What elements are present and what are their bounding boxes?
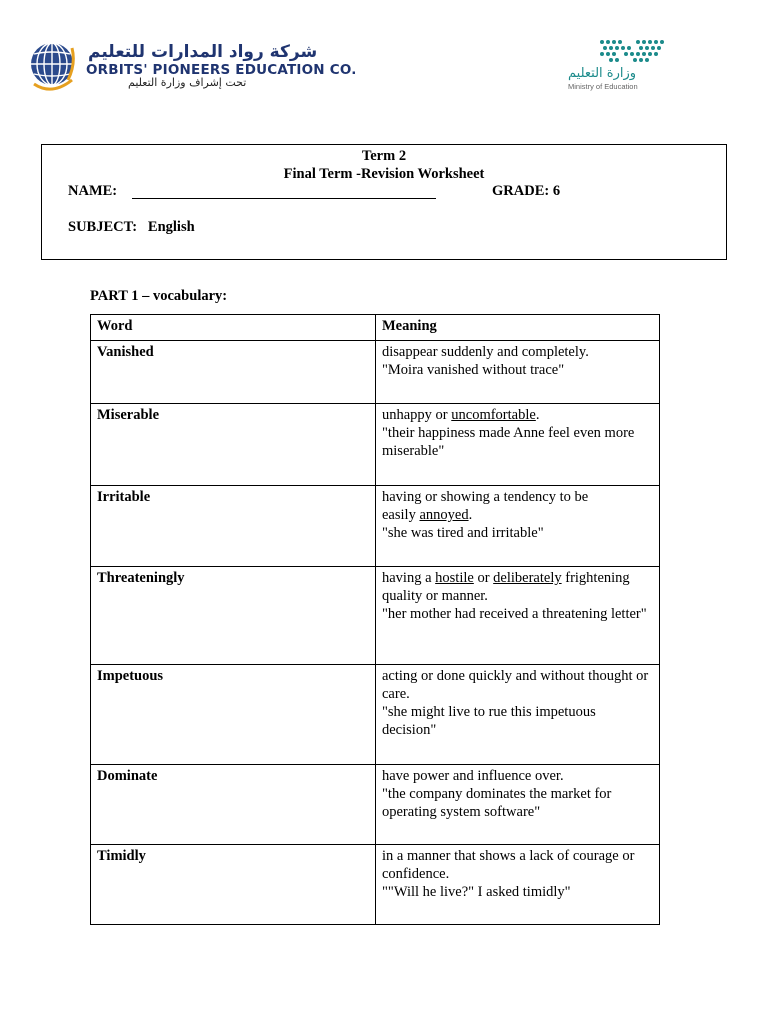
ministry-name-english: Ministry of Education [568, 82, 638, 91]
worksheet-info-box [41, 144, 727, 260]
ministry-logo [566, 38, 676, 98]
meaning-line: easily annoyed. [382, 507, 473, 523]
example-line: "she might live to rue this impetuous decision" [382, 704, 596, 738]
word-cell: Irritable [91, 486, 376, 567]
part1-title: PART 1 – vocabulary: [90, 288, 228, 304]
header-word: Word [91, 315, 376, 341]
table-header-row [91, 315, 660, 341]
table-row [91, 765, 660, 845]
example-line: "their happiness made Anne feel even more miserable" [382, 425, 635, 459]
grade-label: GRADE: 6 [492, 183, 561, 199]
meaning-line: having or showing a tendency to be [382, 489, 589, 505]
meaning-cell [376, 341, 660, 404]
example-line: "Moira vanished without trace" [382, 362, 565, 378]
company-name-arabic: شركة رواد المدارات للتعليم [88, 42, 318, 62]
word-cell: Impetuous [91, 665, 376, 765]
meaning-line: have power and influence over. [382, 768, 564, 784]
word-cell: Dominate [91, 765, 376, 845]
word-cell: Timidly [91, 845, 376, 925]
table-row [91, 845, 660, 925]
meaning-line: in a manner that shows a lack of courage or confidence. [382, 848, 635, 882]
example-line: ""Will he live?" I asked timidly" [382, 884, 571, 900]
meaning-cell [376, 567, 660, 665]
vocabulary-table [90, 314, 660, 925]
term-label: Term 2 [361, 148, 407, 164]
company-logo [28, 40, 357, 96]
name-label: NAME: [68, 183, 118, 199]
table-row [91, 567, 660, 665]
meaning-cell [376, 665, 660, 765]
table-row [91, 341, 660, 404]
meaning-cell [376, 404, 660, 486]
meaning-cell [376, 486, 660, 567]
table-row [91, 486, 660, 567]
word-cell: Miserable [91, 404, 376, 486]
globe-icon [28, 40, 76, 92]
ministry-dots-icon [598, 38, 664, 64]
meaning-line: acting or done quickly and without thought or care. [382, 668, 649, 702]
meaning-line: unhappy or uncomfortable. [382, 407, 540, 423]
subject-label: SUBJECT: English [68, 219, 195, 235]
name-field-line[interactable] [132, 198, 436, 199]
company-name-english: ORBITS' PIONEERS EDUCATION CO. [86, 62, 357, 78]
word-cell: Threateningly [91, 567, 376, 665]
meaning-line: having a hostile or deliberately frightening quality or manner. [382, 570, 630, 604]
meaning-cell [376, 845, 660, 925]
example-line: "her mother had received a threatening letter" [382, 606, 647, 622]
example-line: "she was tired and irritable" [382, 525, 544, 541]
meaning-line: disappear suddenly and completely. [382, 344, 589, 360]
company-subtitle-arabic: تحت إشراف وزارة التعليم [128, 76, 247, 89]
table-row [91, 404, 660, 486]
table-row [91, 665, 660, 765]
ministry-name-arabic: وزارة التعليم [568, 66, 637, 81]
header-meaning: Meaning [376, 315, 660, 341]
word-cell: Vanished [91, 341, 376, 404]
example-line: "the company dominates the market for operating system software" [382, 786, 612, 820]
meaning-cell [376, 765, 660, 845]
worksheet-title: Final Term -Revision Worksheet [283, 166, 485, 182]
